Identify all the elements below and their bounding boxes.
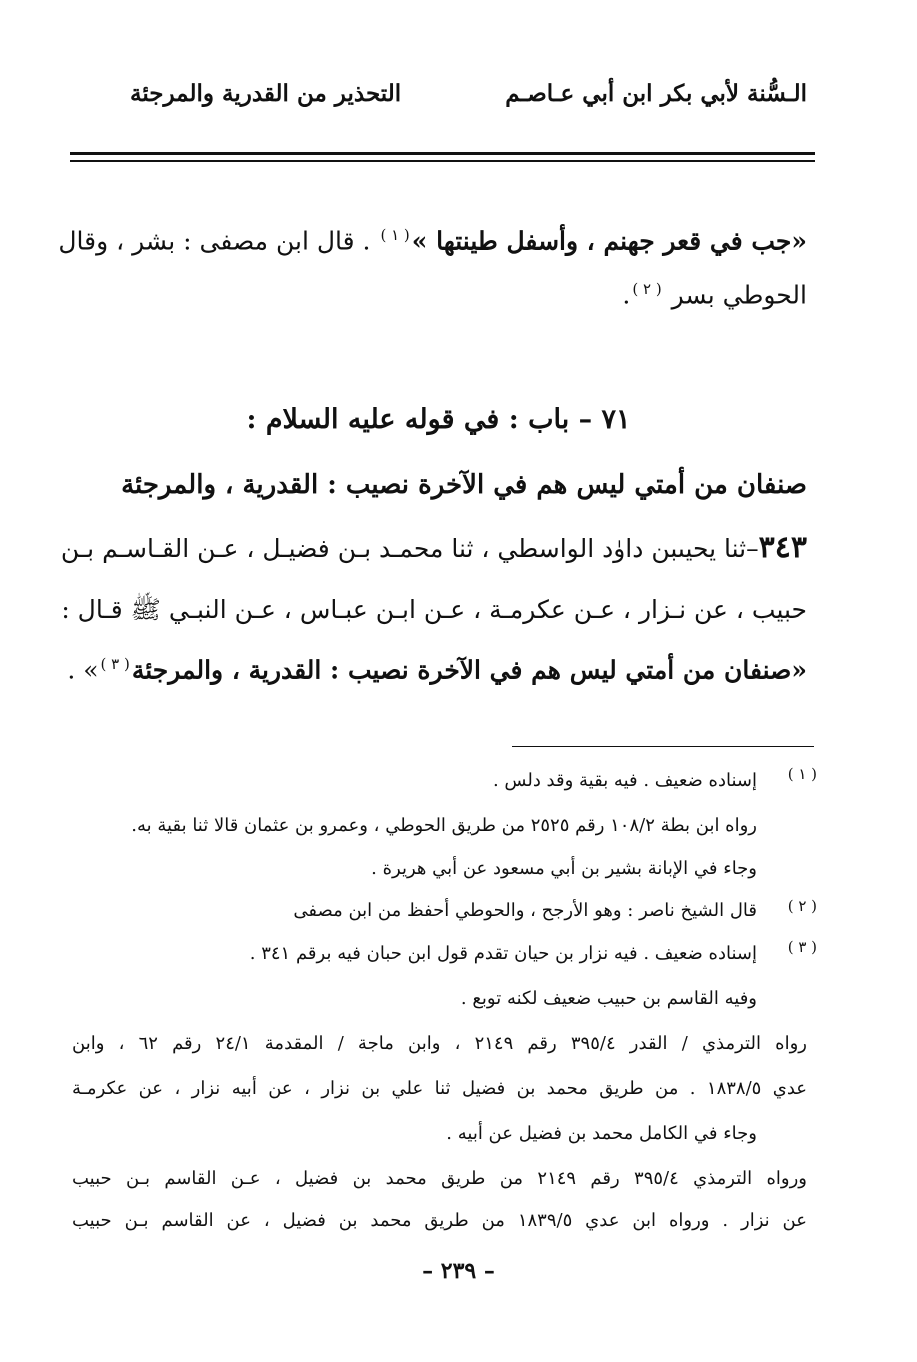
footnote-3-line-7: عن نزار . ورواه ابن عدي ١٨٣٩/٥ من طريق محمد بن فضيل ، عن القاسم بـن حبيب [72,1210,807,1231]
section-subheading: صنفان من أمتي ليس هم في الآخرة نصيب : القدرية ، والمرجئة [121,470,807,500]
chapter-title-header: التحذير من القدرية والمرجئة [130,80,402,107]
continuation-line-2 [72,280,807,310]
footnote-marker-3: ( ٣ ) [787,938,817,956]
hadith-matn: «صنفان من أمتي ليس هم في الآخرة نصيب : القدرية ، والمرجئة [131,655,807,685]
footnote-3-line-3: رواه الترمذي / القدر ٣٩٥/٤ رقم ٢١٤٩ ، وابن ماجة / المقدمة ٢٤/١ رقم ٦٢ ، وابن [72,1033,807,1054]
hadith-line-3 [67,655,807,685]
footnote-3-line-4: عدي ١٨٣٨/٥ . من طريق محمد بن فضيل ثنا علي بن نزار ، عن أبيه نزار ، عن عكرمـة [72,1078,808,1099]
hadith-chain-2: حبيب ، عن نـزار ، عـن عكرمـة ، عـن ابـن عبـاس ، عـن النبـي ﷺ قـال : [61,595,807,624]
footnote-2-line-1: قال الشيخ ناصر : وهو الأرجح ، والحوطي أحفظ من ابن مصفى [293,900,757,921]
footnote-marker-1: ( ١ ) [787,765,817,783]
footnote-ref-1: ( ١ ) [380,226,410,244]
footnote-marker-2: ( ٢ ) [787,897,817,915]
hadith-chain-1: –ثنا يحيىبن داوٰد الواسطي ، ثنا محمـد بـن فضيـل ، عـن القـاسـم بـن [60,534,759,563]
footnote-3-line-2: وفيه القاسم بن حبيب ضعيف لكنه توبع . [460,988,757,1009]
book-title-header: الـسُّنة لأبي بكر ابن أبي عـاصـم [505,80,807,107]
footnote-1-line-2: رواه ابن بطة ١٠٨/٢ رقم ٢٥٢٥ من طريق الحوطي ، وعمرو بن عثمان قالا ثنا بقية به. [131,815,757,836]
section-heading: ٧١ – باب : في قوله عليه السلام : [246,404,631,435]
continuation-text: . قال ابن مصفى : بشر ، وقال [58,226,371,256]
page-number: – ٢٣٩ – [422,1258,495,1284]
continuation-period: . [622,280,631,310]
header-rule-thin [70,160,815,162]
footnote-ref-2: ( ٢ ) [632,280,662,298]
footnote-1-line-1: إسناده ضعيف . فيه بقية وقد دلس . [492,770,757,791]
continuation-quote: «جب في قعر جهنم ، وأسفل طينتها » [411,226,807,256]
hadith-line-2 [61,595,807,624]
hadith-line-1 [60,530,807,565]
header-rule-thick [70,152,815,155]
hadith-number: ٣٤٣ [758,530,807,565]
footnote-3-line-1: إسناده ضعيف . فيه نزار بن حيان تقدم قول ابن حبان فيه برقم ٣٤١ . [249,943,757,964]
footnote-ref-3: ( ٣ ) [100,655,130,673]
continuation-text-2: الحوطي بسر [671,280,807,310]
continuation-line-1 [58,226,807,256]
footnote-1-line-3: وجاء في الإبانة بشير بن أبي مسعود عن أبي هريرة . [371,858,757,879]
footnote-3-line-6: ورواه الترمذي ٣٩٥/٤ رقم ٢١٤٩ من طريق محمد بن فضيل ، عـن القاسم بـن حبيب [72,1168,807,1189]
footnote-separator [512,746,814,747]
footnote-3-line-5: وجاء في الكامل محمد بن فضيل عن أبيه . [446,1123,757,1144]
hadith-end: » . [67,655,99,685]
